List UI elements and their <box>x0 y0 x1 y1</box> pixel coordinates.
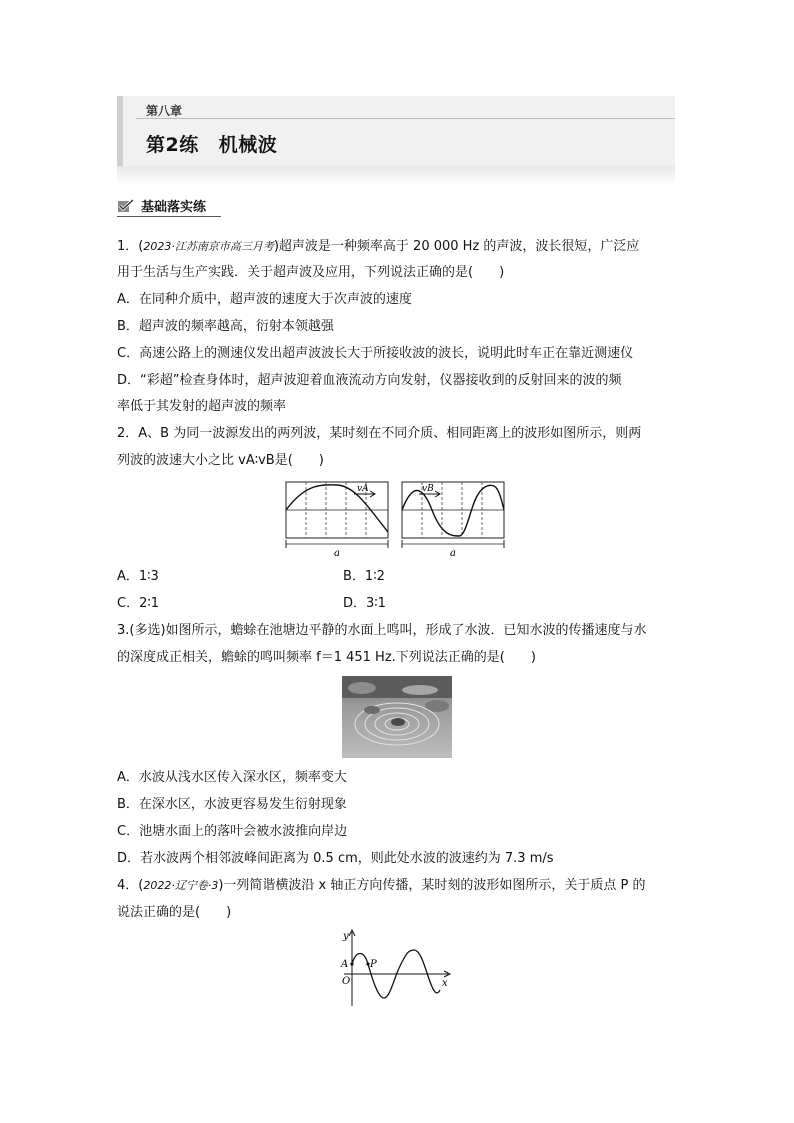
point-a-dot <box>350 962 353 965</box>
origin-label: O <box>342 976 351 987</box>
q2-figure <box>284 480 506 558</box>
q1-option-c: C．高速公路上的测速仪发出超声波波长大于所接收波的波长，说明此时车正在靠近测速仪 <box>117 346 634 361</box>
q3-option-d: D．若水波两个相邻波峰间距离为 0.5 cm，则此处水波的波速约为 7.3 m/s <box>117 851 554 866</box>
q3-option-b: B．在深水区，水波更容易发生衍射现象 <box>117 797 347 812</box>
lesson-number: 第2练 <box>146 134 199 156</box>
q2-option-a: A．1∶3 <box>117 569 159 584</box>
q2-line2: 列波的波速大小之比 vA∶vB是( ) <box>117 453 324 468</box>
header-shadow <box>117 166 675 186</box>
q1-option-d-cont: 率低于其发射的超声波的频率 <box>117 399 287 414</box>
header-accent <box>117 96 123 166</box>
q3-line1: 3.(多选)如图所示，蟾蜍在池塘边平静的水面上鸣叫，形成了水波．已知水波的传播速度与水 <box>117 623 647 638</box>
q1-source: 2023·江苏南京市高三月考 <box>143 240 274 253</box>
section-label: 基础落实练 <box>141 200 207 215</box>
section-underline <box>117 216 221 217</box>
q4-line2: 说法正确的是( ) <box>117 905 232 920</box>
distance-label-a: a <box>334 548 340 558</box>
q2-option-c: C．2∶1 <box>117 596 160 611</box>
q4-line1 <box>117 877 645 895</box>
label-vB: vB <box>422 484 434 494</box>
wave-b-curve <box>402 485 504 536</box>
page-title <box>146 130 277 157</box>
checkmark-box-icon <box>117 199 135 213</box>
q1-option-a: A．在同种介质中，超声波的速度大于次声波的速度 <box>117 292 412 307</box>
q4-number: 4．( <box>117 878 144 893</box>
section-heading <box>117 196 206 215</box>
q1-stem: )超声波是一种频率高于 20 000 Hz 的声波，波长很短，广泛应 <box>273 239 640 254</box>
q2-option-b: B．1∶2 <box>343 569 385 584</box>
q4-source: 2022·辽宁卷·3 <box>143 879 219 892</box>
q2-line1: 2．A、B 为同一波源发出的两列波，某时刻在不同介质、相同距离上的波形如图所示，则两 <box>117 426 642 441</box>
axis-label-x: x <box>442 978 448 989</box>
q1-line1 <box>117 238 639 256</box>
q3-option-c: C．池塘水面上的落叶会被水波推向岸边 <box>117 824 348 839</box>
lesson-topic: 机械波 <box>218 134 278 156</box>
distance-label-b: a <box>450 548 456 558</box>
q1-line2: 用于生活与生产实践．关于超声波及应用，下列说法正确的是( ) <box>117 265 505 280</box>
toad-pond-photo <box>342 676 452 758</box>
point-p-label: P <box>370 959 377 970</box>
q4-figure <box>336 926 456 1010</box>
wave-a-curve <box>286 485 388 532</box>
q1-option-b: B．超声波的频率越高，衍射本领越强 <box>117 319 334 334</box>
chapter-label: 第八章 <box>146 104 183 118</box>
header-divider <box>136 118 675 119</box>
q2-option-d: D．3∶1 <box>343 596 386 611</box>
q1-option-d: D．“彩超”检查身体时，超声波迎着血液流动方向发射，仪器接收到的反射回来的波的频 <box>117 373 622 388</box>
q1-number: 1．( <box>117 239 144 254</box>
axis-label-y: y <box>343 931 349 942</box>
q3-option-a: A．水波从浅水区传入深水区，频率变大 <box>117 770 347 785</box>
q3-line2: 的深度成正相关，蟾蜍的鸣叫频率 f＝1 451 Hz.下列说法正确的是( ) <box>117 650 536 665</box>
q4-stem: )一列简谐横波沿 x 轴正方向传播，某时刻的波形如图所示，关于质点 P 的 <box>218 878 646 893</box>
point-a-label: A <box>341 959 349 970</box>
label-vA: vA <box>357 484 369 494</box>
